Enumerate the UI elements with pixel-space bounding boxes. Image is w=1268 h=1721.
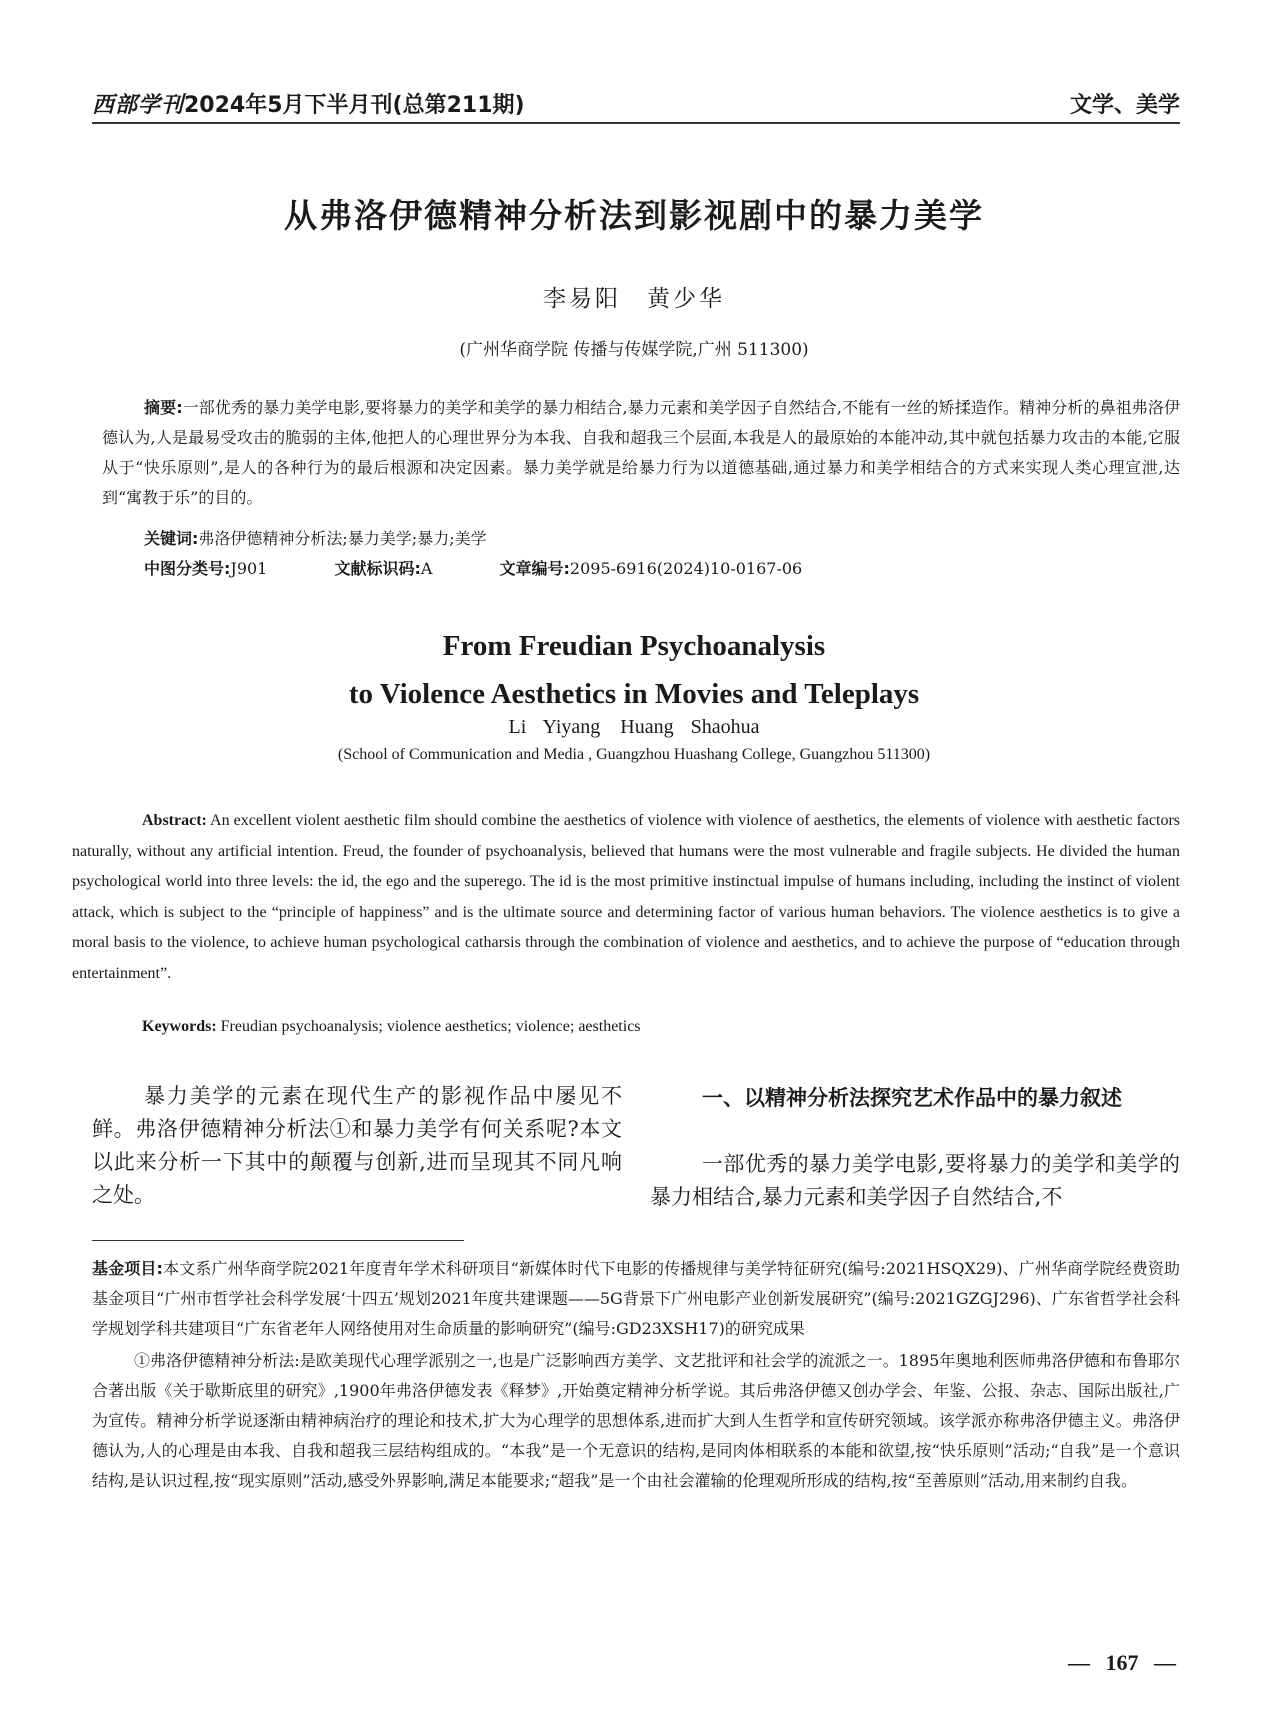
authors: 李易阳 黄少华 [543, 286, 725, 312]
keywords-cn [144, 524, 487, 554]
funding-text: 本文系广州华商学院2021年度青年学术科研项目“新媒体时代下电影的传播规律与美学特征研究(编号:2021HSQX29)、广州华商学院经费资助基金项目“广州市哲学社会科学发展‘十四五’规划2021年度共建课题——5G背景下广州电影产业创新发展研究”(编号:2021GZGJ296)、广东省哲学社会科学规划学科共建项目“广东省老年人网络使用对生命质量的影响研究”(编号:GD23XSH17)的研究成果 [92, 1259, 1180, 1338]
english-title-line2: to Violence Aesthetics in Movies and Teleplays [348, 678, 920, 710]
abstract-cn-label: 摘要: [144, 398, 183, 417]
english-authors: Li Yiyang Huang Shaohua [508, 716, 760, 738]
abstract-en-label: Abstract: [142, 812, 207, 829]
doc-label: 文献标识码: [334, 559, 421, 578]
clc-code [144, 559, 267, 578]
english-title-line1: From Freudian Psychoanalysis [442, 630, 826, 662]
keywords-en-label: Keywords: [142, 1018, 217, 1035]
issue-info: 2024年5月下半月刊(总第211期) [184, 93, 525, 118]
keywords-cn-text: 弗洛伊德精神分析法;暴力美学;暴力;美学 [198, 529, 487, 548]
abstract-en [72, 806, 1180, 989]
footnotes [92, 1254, 1180, 1496]
keywords-en-text: Freudian psychoanalysis; violence aesthetics; violence; aesthetics [220, 1018, 641, 1035]
article-value: 2095-6916(2024)10-0167-06 [569, 559, 803, 578]
body-left-paragraph: 暴力美学的元素在现代生产的影视作品中屡见不鲜。弗洛伊德精神分析法①和暴力美学有何关系呢?本文以此来分析一下其中的颠覆与创新,进而呈现其不同凡响之处。 [92, 1084, 622, 1207]
abstract-cn [102, 393, 1180, 513]
running-header [92, 84, 1180, 124]
english-title [0, 622, 1268, 718]
abstract-en-text: An excellent violent aesthetic film should combine the aesthetics of violence with violence of aesthetics, the elements of violence with aesthetic factors naturally, without any artificial intention. Freud, the founder of psychoanalysis, believed that humans were the most vulnerable and fragile subjects. He divided the human psychological world into three levels: the id, the ego and the superego. The id is the most primitive instinctual impulse of humans including, including the instinct of violent attack, which is subject to the “principle of happiness” and is the ultimate source and determining factor of various human behaviors. The violence aesthetics is to give a moral basis to the violence, to achieve human psychological catharsis through the combination of violence and aesthetics, and to achieve the purpose of “education through entertainment”. [72, 812, 1180, 982]
clc-value: J901 [230, 559, 268, 578]
footnote-divider [92, 1240, 464, 1241]
section-1-heading: 一、以精神分析法探究艺术作品中的暴力叙述 [702, 1086, 1122, 1110]
english-affiliation: (School of Communication and Media , Guangzhou Huashang College, Guangzhou 511300) [337, 746, 931, 763]
article-number [500, 559, 803, 578]
article-label: 文章编号: [499, 559, 570, 578]
article-title: 从弗洛伊德精神分析法到影视剧中的暴力美学 [284, 196, 984, 235]
doc-code [334, 559, 432, 578]
clc-label: 中图分类号: [144, 559, 231, 578]
footnote-funding [92, 1254, 1180, 1344]
section-label: 文学、美学 [1069, 93, 1180, 118]
abstract-cn-text: 一部优秀的暴力美学电影,要将暴力的美学和美学的暴力相结合,暴力元素和美学因子自然结合,不能有一丝的矫揉造作。精神分析的鼻祖弗洛伊德认为,人是最易受攻击的脆弱的主体,他把人的心理世界分为本我、自我和超我三个层面,本我是人的最原始的本能冲动,其中就包括暴力攻击的本能,它服从于“快乐原则”,是人的各种行为的最后根源和决定因素。暴力美学就是给暴力行为以道德基础,通过暴力和美学相结合的方式来实现人类心理宣泄,达到“寓教于乐”的目的。 [102, 398, 1180, 507]
keywords-cn-label: 关键词: [144, 529, 199, 548]
doc-value: A [420, 559, 433, 578]
funding-label: 基金项目: [92, 1259, 163, 1278]
classification-row [144, 554, 1044, 584]
page-number: — 167 — [1068, 1650, 1176, 1675]
footnote-freud: ①弗洛伊德精神分析法:是欧美现代心理学派别之一,也是广泛影响西方美学、文艺批评和社会学的流派之一。1895年奥地利医师弗洛伊德和布鲁耶尔合著出版《关于歇斯底里的研究》,1900年弗洛伊德发表《释梦》,开始奠定精神分析学说。其后弗洛伊德又创办学会、年鉴、公报、杂志、国际出版社,广为宣传。精神分析学说逐渐由精神病治疗的理论和技术,扩大为心理学的思想体系,进而扩大到人生哲学和宣传研究领域。该学派亦称弗洛伊德主义。弗洛伊德认为,人的心理是由本我、自我和超我三层结构组成的。“本我”是一个无意识的结构,是同肉体相联系的本能和欲望,按“快乐原则”活动;“自我”是一个意识结构,是认识过程,按“现实原则”活动,感受外界影响,满足本能要求;“超我”是一个由社会灌输的伦理观所形成的结构,按“至善原则”活动,用来制约自我。 [92, 1351, 1180, 1490]
journal-logo: 西部学刊 [92, 93, 185, 118]
keywords-en [142, 1018, 641, 1036]
affiliation: (广州华商学院 传播与传媒学院,广州 511300) [459, 340, 809, 360]
body-right-paragraph: 一部优秀的暴力美学电影,要将暴力的美学和美学的暴力相结合,暴力元素和美学因子自然结合,不 [650, 1152, 1180, 1209]
